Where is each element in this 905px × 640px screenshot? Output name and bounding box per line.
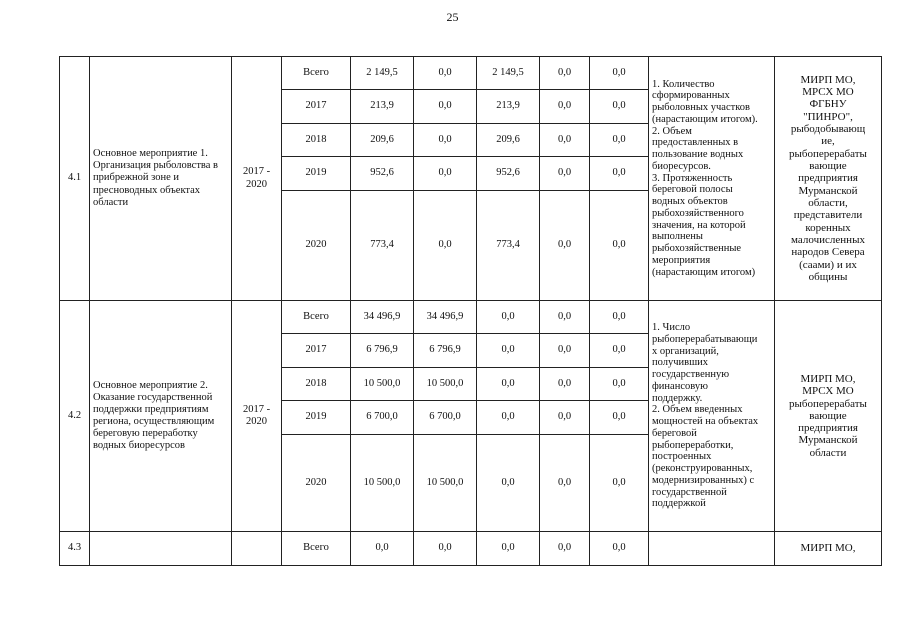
amount-value: 213,9 <box>477 90 540 124</box>
amount-value: 10 500,0 <box>414 368 477 401</box>
executor-line: ФГБНУ <box>809 98 847 111</box>
amount-value: 2 149,5 <box>477 57 540 90</box>
indicator-line: сформированных <box>652 90 730 102</box>
year-cell: 2017 <box>282 90 351 124</box>
table-row <box>60 57 882 90</box>
indicator-line: предоставленных в <box>652 137 739 149</box>
indicator-line: государственную <box>652 369 730 380</box>
indicator-line: (реконструированных, <box>652 463 753 474</box>
amount-value: 0,0 <box>590 301 649 334</box>
year-cell: 2020 <box>282 435 351 532</box>
amount-value: 209,6 <box>477 124 540 157</box>
executor-line: предприятия <box>798 172 858 185</box>
amount-value: 0,0 <box>540 90 590 124</box>
indicator-line: водных объектов <box>652 196 728 208</box>
amount-value: 0,0 <box>540 435 590 532</box>
amount-value: 0,0 <box>540 334 590 368</box>
amount-value: 0,0 <box>477 368 540 401</box>
indicator-line: рыбопереработки, <box>652 439 734 451</box>
executors-cell <box>775 532 882 566</box>
indicator-line: 1. Число <box>652 322 691 333</box>
activity-period: 2017 - 2020 <box>232 301 282 532</box>
indicator-line: рыбоперерабатывающи <box>652 333 758 345</box>
amount-value: 0,0 <box>540 301 590 334</box>
amount-value: 0,0 <box>477 301 540 334</box>
amount-value: 773,4 <box>477 191 540 301</box>
amount-value: 0,0 <box>590 90 649 124</box>
indicator-line: мероприятия <box>652 254 711 266</box>
amount-total: 209,6 <box>351 124 414 157</box>
executor-line: МИРП МО, <box>800 73 856 86</box>
amount-value: 0,0 <box>414 57 477 90</box>
amount-total: 6 700,0 <box>351 401 414 435</box>
indicator-line: выполнены <box>652 231 703 243</box>
indicator-line: пользование водных <box>652 149 744 161</box>
amount-value: 0,0 <box>540 532 590 566</box>
amount-value: 10 500,0 <box>414 435 477 532</box>
year-cell: 2019 <box>282 157 351 191</box>
indicator-line: береговой полосы <box>652 184 733 196</box>
indicator-line: (нарастающим итогом). <box>652 113 758 125</box>
indicator-line: рыбохозяйственные <box>652 243 742 255</box>
year-cell: 2020 <box>282 191 351 301</box>
executor-line: рыбоперерабаты <box>789 397 867 410</box>
executor-line: (саами) и их <box>799 258 857 271</box>
indicator-line: поддержкой <box>652 498 706 510</box>
indicator-line: 2. Объем введенных <box>652 404 743 416</box>
year-cell: Всего <box>282 57 351 90</box>
amount-value: 0,0 <box>590 57 649 90</box>
executor-line: вающие <box>809 409 847 422</box>
indicator-line: построенных <box>652 451 712 463</box>
executor-line: малочисленных <box>791 233 865 246</box>
amount-value: 0,0 <box>540 191 590 301</box>
executor-line: МИРП МО, <box>800 542 856 555</box>
amount-value: 0,0 <box>590 334 649 368</box>
executor-line: ие, <box>821 135 835 148</box>
amount-total: 773,4 <box>351 191 414 301</box>
amount-total: 34 496,9 <box>351 301 414 334</box>
amount-value: 0,0 <box>590 401 649 435</box>
executor-line: народов Севера <box>791 246 865 259</box>
amount-total: 6 796,9 <box>351 334 414 368</box>
activity-number: 4.2 <box>60 301 90 532</box>
activity-period <box>232 532 282 566</box>
amount-value: 0,0 <box>590 124 649 157</box>
amount-value: 0,0 <box>414 124 477 157</box>
amount-value: 0,0 <box>414 532 477 566</box>
year-cell: 2017 <box>282 334 351 368</box>
indicator-line: получивших <box>652 357 709 369</box>
year-cell: Всего <box>282 532 351 566</box>
amount-total: 2 149,5 <box>351 57 414 90</box>
amount-value: 0,0 <box>540 401 590 435</box>
amount-value: 0,0 <box>477 532 540 566</box>
indicators-cell <box>649 532 775 566</box>
amount-total: 10 500,0 <box>351 368 414 401</box>
indicator-line: (нарастающим итогом) <box>652 266 756 278</box>
activity-title: Основное мероприятие 2. Оказание государственной поддержки предприятиям региона, осуществляющим береговую переработку водных биоресурсов <box>90 301 232 532</box>
amount-value: 0,0 <box>414 191 477 301</box>
executors-cell <box>775 301 882 532</box>
indicator-line: поддержку. <box>652 392 703 404</box>
amount-value: 34 496,9 <box>414 301 477 334</box>
executor-line: "ПИНРО", <box>803 110 853 123</box>
indicator-line: рыбохозяйственного <box>652 207 744 219</box>
table-row <box>60 301 882 334</box>
indicator-line: береговой <box>652 427 697 439</box>
amount-value: 0,0 <box>414 90 477 124</box>
executor-line: вающие <box>809 160 847 173</box>
executor-line: общины <box>808 270 848 283</box>
indicator-line: рыболовных участков <box>652 102 750 114</box>
amount-value: 0,0 <box>590 157 649 191</box>
executor-line: коренных <box>805 221 851 234</box>
amount-value: 0,0 <box>540 57 590 90</box>
executor-line: Мурманской <box>798 184 858 197</box>
activity-title <box>90 532 232 566</box>
amount-value: 0,0 <box>477 435 540 532</box>
amount-total: 0,0 <box>351 532 414 566</box>
indicator-line: модернизированных) с <box>652 474 755 486</box>
activity-period: 2017 - 2020 <box>232 57 282 301</box>
executor-line: области <box>809 446 847 459</box>
indicators-cell <box>649 301 775 532</box>
indicator-line: 1. Количество <box>652 78 715 90</box>
page-number: 25 <box>446 10 459 24</box>
amount-value: 0,0 <box>414 157 477 191</box>
executors-cell <box>775 57 882 301</box>
program-activities-table <box>59 56 882 566</box>
amount-value: 0,0 <box>590 435 649 532</box>
amount-value: 952,6 <box>477 157 540 191</box>
indicator-line: 3. Протяженность <box>652 172 733 184</box>
executor-line: представители <box>793 209 863 222</box>
table-row <box>60 532 882 566</box>
indicator-line: государственной <box>652 486 727 498</box>
indicator-line: 2. Объем <box>652 125 692 137</box>
executor-line: МИРП МО, <box>800 372 856 385</box>
indicator-line: биоресурсов. <box>652 160 711 172</box>
year-cell: 2018 <box>282 124 351 157</box>
amount-total: 952,6 <box>351 157 414 191</box>
indicator-line: х организаций, <box>652 345 719 357</box>
amount-value: 6 796,9 <box>414 334 477 368</box>
activity-number: 4.1 <box>60 57 90 301</box>
year-cell: 2019 <box>282 401 351 435</box>
executor-line: рыбодобывающ <box>790 123 866 136</box>
indicators-cell <box>649 57 775 301</box>
amount-total: 10 500,0 <box>351 435 414 532</box>
amount-value: 0,0 <box>540 157 590 191</box>
activity-title: Основное мероприятие 1. Организация рыболовства в прибрежной зоне и пресноводных объектах области <box>90 57 232 301</box>
year-cell: Всего <box>282 301 351 334</box>
executor-line: Мурманской <box>798 434 858 447</box>
amount-value: 6 700,0 <box>414 401 477 435</box>
executor-line: области, <box>808 196 848 209</box>
amount-value: 0,0 <box>477 334 540 368</box>
executor-line: предприятия <box>798 422 858 435</box>
executor-line: МРСХ МО <box>802 385 854 398</box>
amount-value: 0,0 <box>540 368 590 401</box>
amount-value: 0,0 <box>590 532 649 566</box>
executor-line: МРСХ МО <box>802 86 854 99</box>
indicator-line: мощностей на объектах <box>652 416 759 427</box>
amount-value: 0,0 <box>477 401 540 435</box>
amount-value: 0,0 <box>540 124 590 157</box>
activity-number: 4.3 <box>60 532 90 566</box>
amount-value: 0,0 <box>590 191 649 301</box>
amount-value: 0,0 <box>590 368 649 401</box>
executor-line: рыбоперерабаты <box>789 147 867 160</box>
amount-total: 213,9 <box>351 90 414 124</box>
indicator-line: значения, на которой <box>652 219 746 231</box>
year-cell: 2018 <box>282 368 351 401</box>
indicator-line: финансовую <box>652 380 708 392</box>
